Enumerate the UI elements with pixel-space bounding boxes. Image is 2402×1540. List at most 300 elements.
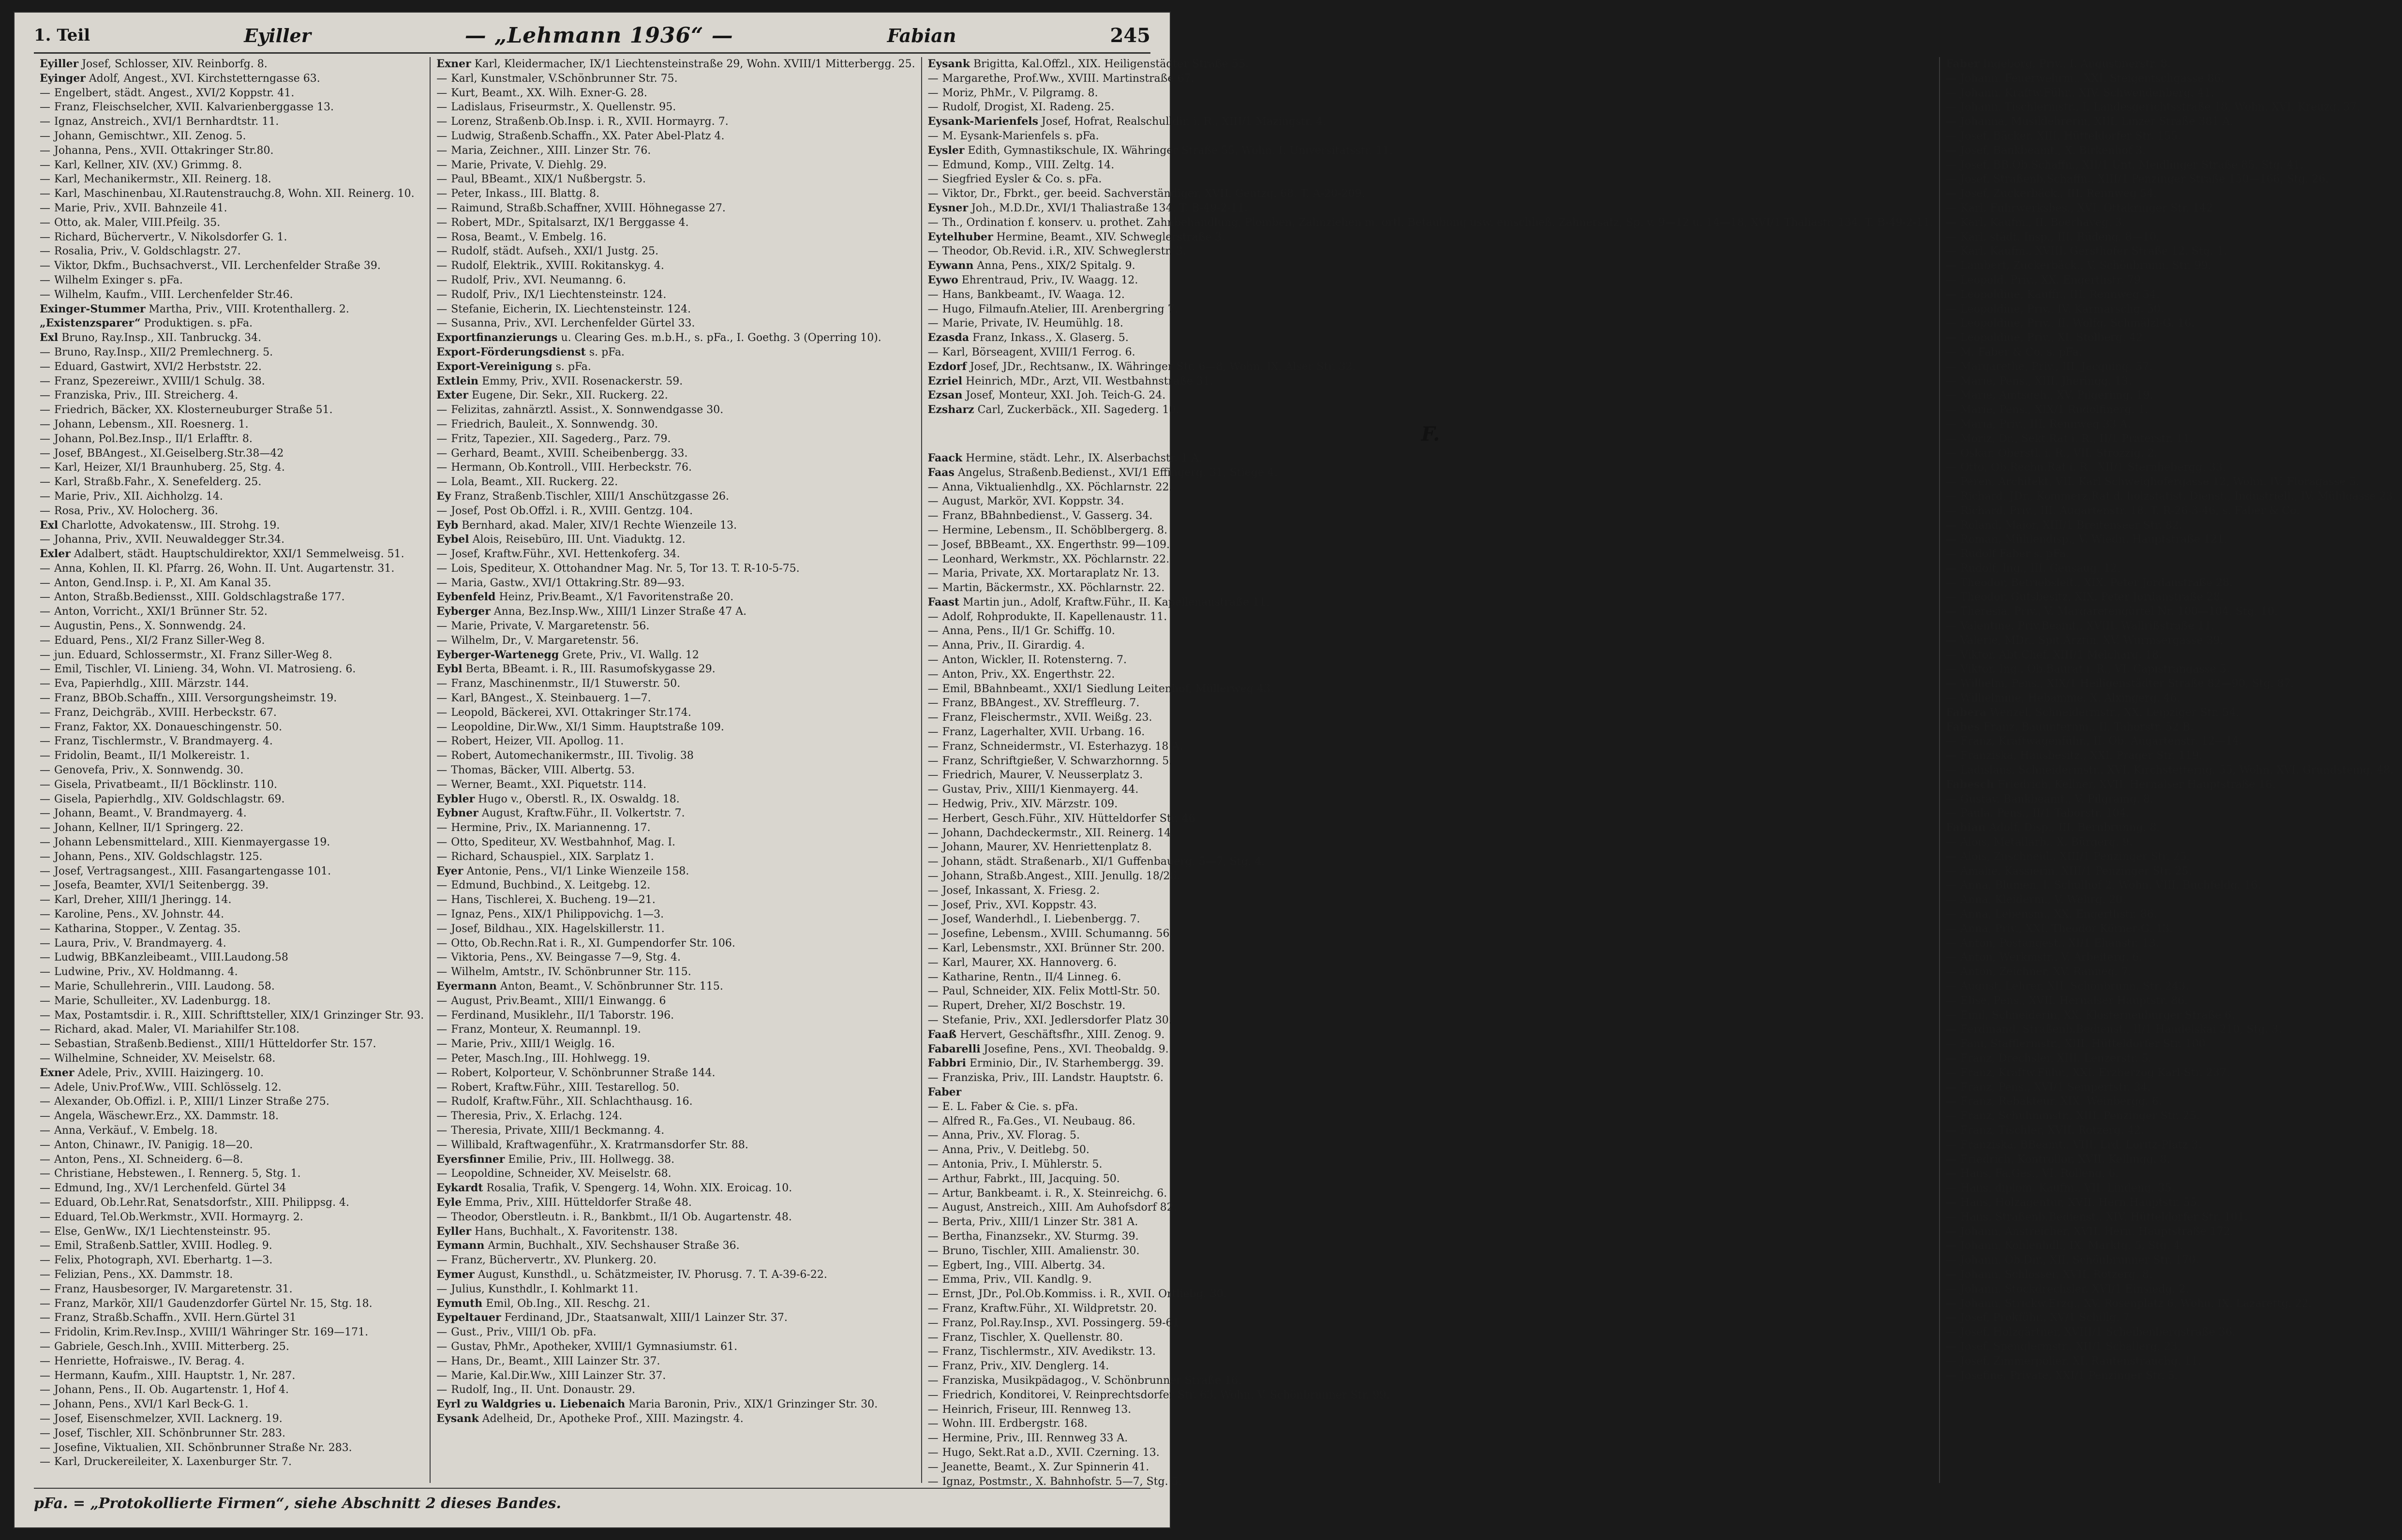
entry-text: Marie, Private, V. Diehlg. 29. (451, 159, 607, 171)
repeat-dash: — (1946, 1110, 1957, 1123)
directory-entry (928, 740, 1934, 754)
directory-entry (40, 504, 424, 518)
directory-entry (928, 273, 1934, 288)
repeat-dash: — (40, 447, 50, 459)
directory-entry (436, 706, 915, 720)
entry-text: Werner, Beamt., XXI. Piquetstr. 114. (451, 778, 647, 791)
directory-entry (1946, 1196, 2396, 1210)
directory-entry (436, 1311, 915, 1325)
entry-text: Franz, Bauunternm., II. Taborstr. 52 B. (1983, 721, 2194, 733)
directory-entry (1946, 965, 2396, 979)
directory-entry (928, 768, 1934, 783)
entry-text: Th., Ordination f. konserv. u. prothet. Zahnbehandlung, Plomben, Zahnziehen m. örtl. Betäubung usw. einschließ. Zahnersatz, Sp. v. 9—12 u. 14—18, XVI/1 Thaliastr. 134. T. B-49-2-11. (942, 216, 1934, 229)
entry-text: Hermine, städt. Lehr., IX. Alserbachstr. 1 A. (966, 452, 1202, 464)
repeat-dash: — (927, 567, 939, 580)
entry-text: Rudolf, Priv., XVI. Neumanng. 6. (451, 274, 626, 286)
entry-text: Karl, Maschinenbau, XI.Rautenstrauchg.8, Wohn. XII. Reinerg. 10. (54, 188, 415, 200)
repeat-dash: — (436, 317, 448, 330)
entry-text: Siegfried Eysler & Co. s. pFa. (942, 173, 1102, 186)
repeat-dash: — (40, 980, 50, 992)
entry-text: Leopoldine, Priv., IV. Karmarschg. 50. (1960, 303, 2164, 315)
repeat-dash: — (40, 908, 50, 921)
entry-text: Wilhelm, Kaufm., VIII. Lerchenfelder Str.46. (54, 288, 293, 301)
entry-text: Gust., Priv., VIII/1 Ob. pFa. (451, 1326, 597, 1339)
repeat-dash: — (927, 639, 939, 652)
entry-text: Margarethe, Priv., III. Jacquing. 57. (1960, 360, 2153, 373)
entry-text: Franz, Drechsler, XIII. Lenzerstr. 5. (1960, 1052, 2152, 1065)
entry-text: Adolf, Disp., III. Bernbrunng. 8. (1989, 822, 2160, 834)
entry-text: Maria, Zeichner., XIII. Linzer Str. 76. (451, 144, 651, 157)
directory-entry (1946, 590, 2396, 605)
repeat-dash: — (40, 490, 50, 503)
directory-entry (40, 518, 424, 533)
repeat-dash: — (927, 1374, 939, 1387)
directory-entry (1946, 1369, 2396, 1383)
entry-text: Theodor, Betriebsleit., XIX. Peter Jordanstraße 28. (1960, 577, 2233, 589)
repeat-dash: — (436, 1384, 448, 1396)
entry-text: Franziska, Priv., III. Landstr. Hauptstr. 6. (942, 1072, 1164, 1084)
directory-entry (436, 893, 915, 907)
directory-entry (436, 230, 915, 245)
entry-text: Leonhard, Werkmstr., XX. Pöchlarnstr. 22. (942, 553, 1170, 565)
entry-surname: Eypeltauer (436, 1311, 501, 1324)
entry-text: Friedrich, Konditorei, V. Reinprechtsdorfer Str. 63, Wohn. V. Schönbrunner Str. 99. (942, 1389, 1390, 1401)
entry-text: Angelus, Straßenb.Bedienst., XVI/1 Effingerg. 31, Stiege 4. (957, 466, 1278, 479)
repeat-dash: — (40, 346, 50, 358)
entry-text: Rudolf, Ing., II. Unt. Donaustr. 29. (451, 1384, 636, 1396)
directory-entry (436, 388, 915, 403)
entry-text: Josef, Vertragsangest., XIII. Fasangartengasse 101. (54, 865, 331, 877)
directory-entry (436, 677, 915, 691)
directory-entry (40, 1210, 424, 1225)
directory-entry (436, 1210, 915, 1225)
directory-entry (1946, 460, 2396, 475)
repeat-dash: — (436, 476, 448, 489)
directory-entry (928, 826, 1934, 841)
repeat-dash: — (1946, 850, 1957, 863)
repeat-dash: — (927, 784, 939, 796)
entry-text: Franz, Straßb.Schaffn., XVII. Hern.Gürtel 31 (54, 1312, 297, 1324)
directory-entry (928, 259, 1934, 273)
entry-text: Leopoldine, Priv., XI. Stolberg. 42. (1960, 332, 2147, 344)
directory-entry (1946, 1109, 2396, 1124)
directory-entry (40, 562, 424, 576)
entry-text: Emil, BBahnbeamt., XXI/1 Siedlung Leitenhof, Müllerweg 43. (942, 682, 1274, 695)
entry-surname: Eyiller (40, 58, 79, 70)
repeat-dash: — (40, 432, 50, 445)
repeat-dash: — (436, 850, 448, 863)
entry-surname: Faber (1946, 58, 1980, 70)
repeat-dash: — (40, 1326, 50, 1339)
directory-entry (1946, 835, 2396, 850)
entry-text: jun. Eduard, Schlossermstr., XI. Franz Siller-Weg 8. (54, 649, 333, 661)
directory-entry (436, 72, 915, 86)
directory-entry (40, 749, 424, 763)
entry-text: Rudolf, Ing., III. Geusaug. 12. (1960, 562, 2120, 575)
directory-entry (928, 480, 1934, 495)
repeat-dash: — (40, 994, 50, 1007)
repeat-dash: — (927, 841, 939, 854)
repeat-dash: — (1946, 504, 1957, 517)
entry-text: Josef, Spenglermstr., XII/1 Schallerg. 23. (1960, 1340, 2181, 1353)
entry-text: Josefine, Viktualien, XII. Schönbrunner Straße Nr. 283. (54, 1441, 352, 1454)
entry-text: Johann, Kraftw.Führ., XIV. Schwendenberg. 41. (1960, 87, 2214, 99)
entry-text: Augustin, Pens., X. Sonnwendg. 24. (54, 620, 246, 633)
repeat-dash: — (436, 966, 448, 978)
entry-text: Ignaz, Pens., XIX/1 Philippovichg. 1—3. (451, 908, 664, 921)
directory-entry (928, 1215, 1934, 1229)
entry-text: Franz, BBahnbedienst., V. Gasserg. 34. (942, 510, 1153, 522)
directory-entry (40, 792, 424, 807)
directory-entry (40, 605, 424, 619)
repeat-dash: — (40, 144, 50, 157)
directory-entry (928, 374, 1934, 389)
directory-entry (40, 331, 424, 345)
repeat-dash: — (436, 577, 448, 589)
entry-text: Edith, Gymnastikschule, IX. Währinger Straße 55, Wohn. I. Universitätsstr. 11. (968, 144, 1393, 157)
directory-entry (40, 158, 424, 173)
directory-entry (1946, 1210, 2396, 1225)
entry-surname: Eysank (436, 1412, 479, 1425)
directory-entry (928, 158, 1934, 173)
entry-text: Franz, Kraftw.Führ., XXI. Erzherzog Karl-Str. 237. (1960, 1066, 2230, 1079)
repeat-dash: — (1946, 87, 1957, 99)
directory-entry (40, 576, 424, 591)
repeat-dash: — (40, 231, 50, 243)
directory-entry (928, 115, 1934, 129)
repeat-dash: — (927, 798, 939, 811)
directory-entry (928, 840, 1934, 855)
entry-text: Eugene, Dir. Sekr., XII. Ruckerg. 22. (471, 389, 668, 402)
entry-text: Hans, Buchhalt., X. Favoritenstr. 138. (475, 1225, 678, 1238)
repeat-dash: — (927, 216, 939, 229)
entry-text: Johann, Schlosser, XVII. Rötzerg. 8. (1960, 1268, 2153, 1281)
directory-entry (1946, 605, 2396, 619)
entry-text: Willibald, Kraftwagenführ., X. Kratrmansdorfer Str. 88. (451, 1139, 748, 1151)
entry-text: Heinrich, MDr., Arzt, VII. Westbahnstraße 31. (966, 375, 1213, 387)
directory-entry (928, 1374, 1934, 1388)
directory-entry (436, 1325, 915, 1340)
repeat-dash: — (927, 524, 939, 536)
repeat-dash: — (40, 591, 50, 604)
entry-text: Alois, Zuschneid., XIII/1 Penzinger Str. 25. (1960, 850, 2190, 863)
entry-text: Ladislaus, Friseurmstr., X. Quellenstr. 95. (451, 101, 676, 114)
directory-entry (436, 1369, 915, 1383)
directory-entry (1946, 1095, 2396, 1109)
entry-text: Marie, Pens., XIX/1 Rudolfinerg. 1. (1960, 404, 2148, 416)
repeat-dash: — (40, 1052, 50, 1065)
entry-text: Marie, Priv., XVII. Bahnzeile 41. (54, 202, 227, 214)
directory-entry (436, 850, 915, 864)
repeat-dash: — (1946, 432, 1957, 445)
directory-entry (928, 1128, 1934, 1143)
entry-text: Ludwig, Straßenb.Schaffn., XX. Pater Abel-Platz 4. (451, 130, 725, 142)
entry-text: Friedrich, Maurer, V. Neusserplatz 3. (942, 769, 1143, 782)
repeat-dash: — (1946, 72, 1957, 85)
repeat-dash: — (436, 245, 448, 258)
repeat-dash: — (927, 1187, 939, 1199)
directory-entry (40, 1340, 424, 1354)
directory-entry (436, 778, 915, 792)
entry-text: Rosalia, Trafik, V. Spengerg. 14, Wohn. XIX. Eroicag. 10. (486, 1182, 792, 1195)
entry-text: Richard, JDr., Kommerz.Rat d. holzstatist. Dienst., Industriell., IV. Mühlgasse 23. (1960, 490, 2397, 503)
entry-text: Oskar, Oberstl. i. R., VII. Strozzig. 2. (1960, 447, 2158, 459)
entry-text: Wilhelm, Dr., V. Margaretenstr. 56. (451, 634, 639, 647)
repeat-dash: — (1946, 1240, 1957, 1252)
entry-text: Marie, Amtsgeh., XV. Pilgerimg. 19. (1960, 389, 2153, 402)
entry-text: Josef, Bankbeamt., X. Birkenhof 3. (1960, 144, 2146, 157)
directory-entry (436, 605, 915, 619)
entry-surname: Ey (436, 489, 451, 503)
directory-entry (40, 590, 424, 605)
repeat-dash: — (1946, 260, 1957, 272)
directory-entry (40, 1066, 424, 1081)
directory-entry (40, 172, 424, 187)
directory-entry (436, 374, 915, 389)
entry-text: Johann, Dachdeckermstr., XII. Reinerg. 14. (942, 827, 1175, 839)
directory-entry (436, 907, 915, 922)
directory-entry (1946, 259, 2396, 273)
directory-entry (1946, 1325, 2396, 1340)
directory-entry (1946, 1022, 2396, 1037)
entry-text: Rudolf, Drogist, XI. Radeng. 25. (942, 101, 1115, 114)
repeat-dash: — (40, 1081, 50, 1094)
entry-text: Johann, Beamt., V. Brandmayerg. 4. (54, 807, 247, 820)
directory-entry (928, 1172, 1934, 1186)
directory-entry (40, 936, 424, 951)
entry-text: Berta, BBeamt. i. R., III. Rasumofskygasse 29. (465, 663, 716, 676)
entry-text: Josef, Hofrat, Realschulldir. i. R., XIII/1 Mazingstr. 4. (1042, 116, 1327, 128)
entry-text: Leopold, Bäckerei, XVI. Ottakringer Str.174. (451, 706, 691, 719)
repeat-dash: — (436, 879, 448, 892)
entry-surname: Exler (40, 548, 71, 561)
entry-text: Friedrich, Bäcker, XX. Klosterneuburger Straße 51. (54, 404, 333, 416)
entry-surname: Fabian (1946, 821, 1986, 834)
directory-entry (1946, 360, 2396, 374)
directory-entry (928, 797, 1934, 812)
entry-text: Karl, Kellner, XIV. (XV.) Grimmg. 8. (54, 159, 242, 171)
directory-entry (436, 1081, 915, 1095)
repeat-dash: — (927, 1346, 939, 1358)
entry-text: Franziska, BBeamt., VIII. Lrd. Loritz-Platz 3. (1960, 1139, 2202, 1151)
directory-entry (436, 1239, 915, 1253)
directory-entry (928, 638, 1934, 653)
repeat-dash: — (1946, 606, 1957, 618)
entry-surname: Faber (927, 1085, 962, 1098)
header-title: — „Lehmann 1936“ — (464, 23, 733, 48)
repeat-dash: — (927, 1446, 939, 1459)
entry-text: Rudolf, städt. Aufseh., XXI/1 Justg. 25. (451, 245, 659, 258)
directory-entry (928, 999, 1934, 1013)
repeat-dash: — (436, 692, 448, 705)
entry-text: Josef, BBAngest., XI.Geiselberg.Str.38—42 (54, 447, 284, 459)
repeat-dash: — (1946, 634, 1957, 647)
entry-text: Leopoldine, Dir.Ww., XI/1 Simm. Hauptstraße 109. (451, 721, 724, 733)
entry-text: Alfred R., Fa.Ges., VI. Neubaug. 86. (942, 1115, 1135, 1127)
entry-text: Marie, Pens., XIII. Jheringg. 13. (1960, 375, 2132, 387)
entry-text: Hugo v., Oberstl. R., IX. Oswaldg. 18. (478, 793, 680, 805)
directory-entry (1946, 144, 2396, 158)
repeat-dash: — (927, 173, 939, 186)
repeat-dash: — (40, 678, 50, 690)
directory-entry (928, 855, 1934, 869)
entry-text: Amalie, Kassierin, XIII/1 Penzinger Str. 25. (1960, 865, 2192, 877)
repeat-dash: — (40, 260, 50, 272)
directory-entry (928, 1013, 1934, 1028)
repeat-dash: — (927, 1389, 939, 1401)
repeat-dash: — (927, 1259, 939, 1272)
entry-text: Franz, BBOb.Schaffn., XIII. Versorgungsheimstr. 19. (54, 692, 337, 705)
repeat-dash: — (1946, 793, 1957, 805)
entry-text: Franz, Pens., XVI/1 Sempertstr. 34. (1960, 1081, 2151, 1094)
repeat-dash: — (1946, 980, 1957, 992)
directory-entry (1946, 1239, 2396, 1253)
directory-entry (40, 1455, 424, 1469)
directory-entry (1946, 1340, 2396, 1354)
repeat-dash: — (927, 101, 939, 114)
entry-text: Margarethe, Prof.Ww., XVIII. Martinstraße 67. (942, 72, 1194, 85)
repeat-dash: — (40, 245, 50, 258)
entry-text: Anton, Priv., XX. Engerthstr. 22. (942, 668, 1115, 681)
repeat-dash: — (40, 1124, 50, 1137)
entry-text: Rudolf Faber s. pFa. (1960, 548, 2070, 561)
directory-entry (436, 864, 915, 879)
directory-entry (436, 1340, 915, 1354)
repeat-dash: — (436, 1211, 448, 1223)
repeat-dash: — (436, 750, 448, 762)
directory-entry (928, 538, 1934, 552)
directory-entry (40, 1081, 424, 1095)
column-4 (1940, 57, 2402, 1483)
directory-entry (40, 806, 424, 821)
entry-text: Joh., M.D.Dr., XVI/1 Thaliastraße 134. T. B-49-2-11. (971, 202, 1248, 214)
entry-text: Maria, Priv., III. Rennweg 33 A. (1960, 418, 2131, 430)
entry-text: Lois, Spediteur, X. Ottohandner Mag. Nr. 5, Tor 13. T. R-10-5-75. (451, 562, 800, 575)
entry-text: Wilhelm Exinger s. pFa. (54, 274, 183, 286)
repeat-dash: — (40, 750, 50, 762)
entry-text: Hermine, Beamt., XIV. Schweglerstraße 3. (996, 231, 1225, 243)
directory-entry (928, 566, 1934, 581)
entry-text: Egbert, Ing., VIII. Albertg. 34. (942, 1259, 1105, 1272)
directory-entry (40, 648, 424, 663)
entry-text: Robert, MDr., Spitalsarzt, IX/1 Berggasse 4. (451, 216, 689, 229)
entry-text: Berta, Priv., XIII/1 Linzer Str. 381 A. (942, 1216, 1138, 1229)
directory-entry (1946, 1153, 2396, 1167)
directory-entry (1946, 821, 2396, 835)
directory-entry (436, 432, 915, 446)
entry-surname: Faast (927, 595, 960, 608)
repeat-dash: — (1946, 317, 1957, 330)
entry-text: Rudolf, Kraftw.Führ., XII. Schlachthausg. 16. (451, 1096, 693, 1108)
repeat-dash: — (927, 346, 939, 358)
repeat-dash: — (1946, 577, 1957, 589)
entry-text: Franz, Deichgräb., XVIII. Herbeckstr. 67. (54, 706, 277, 719)
repeat-dash: — (436, 778, 448, 791)
entry-surname: Ezsharz (927, 403, 974, 416)
entry-text: Johann, Lebensm., XII. Roesnerg. 1. (54, 418, 249, 430)
entry-text: Franz, Schriftgießer, V. Schwarzhornng. 5. (942, 755, 1173, 767)
entry-text: Elise, Pens., XVII. Hernalser Hauptstr. 86. (1960, 994, 2188, 1007)
entry-text: Anna, Blumen, I. Schulhof 2, Wohn. VIII. Buchfeldg. 16. (1960, 879, 2261, 892)
directory-entry (1946, 1008, 2396, 1023)
entry-text: Henriette, Hofraiswe., IV. Berag. 4. (54, 1355, 245, 1367)
directory-entry (436, 749, 915, 763)
directory-entry (928, 509, 1934, 523)
entry-text: Johanna, Pens., XVII. Ottakringer Str.80. (54, 144, 274, 157)
entry-text: Ingeborg, Priv., I. Augustinerstr. 8. (1983, 58, 2171, 70)
directory-entry (928, 388, 1934, 403)
repeat-dash: — (436, 836, 448, 849)
repeat-dash: — (1946, 678, 1957, 690)
repeat-dash: — (927, 1244, 939, 1257)
entry-surname: Eyller (436, 1225, 472, 1238)
entry-surname: „Existenzsparer“ (40, 317, 141, 330)
directory-entry (40, 86, 424, 101)
entry-text: Franz, BBAngest., XV. Streffleurg. 7. (942, 697, 1140, 710)
entry-text: Martin jun., Adolf, Kraftw.Führ., II. Kapellenaustraße 11. (963, 596, 1269, 608)
entry-text: Hermann, Kaufm., XIII. Hauptstr. 1, Nr. 287. (54, 1369, 296, 1382)
directory-entry (436, 792, 915, 807)
directory-entry (436, 547, 915, 562)
directory-entry (40, 878, 424, 893)
entry-text: Franz, Tischler, XVII. Rötzerg. 42. (1960, 1124, 2145, 1137)
directory-entry (1946, 230, 2396, 245)
entry-text: Fridolin, Krim.Rev.Insp., XVIII/1 Währinger Str. 169—171. (54, 1326, 369, 1339)
entry-text: Johann, Anstreicher, XVII. Hern. Hauptstraße 172. (1960, 1225, 2234, 1238)
entry-text: Maria, Gastw., XVI/1 Ottakring.Str. 89—93. (451, 577, 685, 589)
entry-text: Sebastian, Straßenb.Bedienst., XIII/1 Hütteldorfer Str. 157. (54, 1038, 376, 1051)
entry-text: Katharine, Rentn., II/4 Linneg. 6. (942, 971, 1121, 983)
directory-entry (1946, 806, 2396, 821)
entry-text: Theresia, Private, XIII/1 Beckmanng. 4. (451, 1124, 665, 1137)
entry-text: Martha, Priv., VIII. Krotenthallerg. 2. (149, 303, 349, 315)
entry-text: Richard, Priv., III. Augartenstr. 18. T. R-26-3-46, s. Faber & Co. (1960, 504, 2300, 517)
directory-entry (928, 1244, 1934, 1259)
entry-text: Wilhelmine, Hebamme, X. Alxingerg. 46. (1960, 692, 2180, 705)
repeat-dash: — (927, 495, 939, 508)
entry-text: Franz, Pol.Ray.Insp., XVI. Possingerg. 59-61 (942, 1317, 1179, 1329)
entry-text: Franz, Markör, XII/1 Gaudenzdorfer Gürtel Nr. 15, Stg. 18. (54, 1297, 373, 1310)
entry-text: Eduard, Ob.Lehr.Rat, Senatsdorfstr., XIII. Philippsg. 4. (54, 1196, 350, 1209)
entry-text: Hans, Straßenb.Bedienst., XIV. Hütteldorfer Str. 101. (1960, 1211, 2248, 1223)
repeat-dash: — (40, 1312, 50, 1324)
repeat-dash: — (1946, 1139, 1957, 1151)
directory-entry (40, 994, 424, 1008)
directory-entry (1946, 576, 2396, 591)
entry-text: Wilhelm, Amtstr., IV. Schönbrunner Str. 115. (451, 966, 691, 978)
repeat-dash: — (436, 735, 448, 748)
repeat-dash: — (927, 538, 939, 551)
entry-text: Karl, Kleidermacher, IX/1 Liechtensteinstraße 29, Wohn. XVIII/1 Mitterbergg. 25. (474, 58, 915, 70)
repeat-dash: — (436, 202, 448, 214)
directory-entry (928, 187, 1934, 201)
column-3 (922, 57, 1940, 1488)
repeat-dash: — (1946, 188, 1957, 200)
entry-text: Hermann, Ob.Kontroll., VIII. Herbeckstr. 76. (451, 461, 692, 474)
directory-entry (436, 460, 915, 475)
repeat-dash: — (1946, 620, 1957, 633)
directory-entry (928, 610, 1934, 624)
entry-text: Ludwig, BBKanzleibeamt., VIII.Laudong.58 (54, 951, 288, 964)
entry-text: Gerhard, Beamt., XVIII. Scheibenbergg. 33. (451, 447, 688, 459)
directory-entry (436, 662, 915, 677)
directory-entry (1946, 778, 2396, 792)
repeat-dash: — (40, 418, 50, 430)
repeat-dash: — (40, 706, 50, 719)
directory-entry (1946, 547, 2396, 562)
directory-entry (1946, 1354, 2396, 1369)
entry-text: Else, GenWw., IX/1 Liechtensteinstr. 95. (54, 1225, 271, 1238)
